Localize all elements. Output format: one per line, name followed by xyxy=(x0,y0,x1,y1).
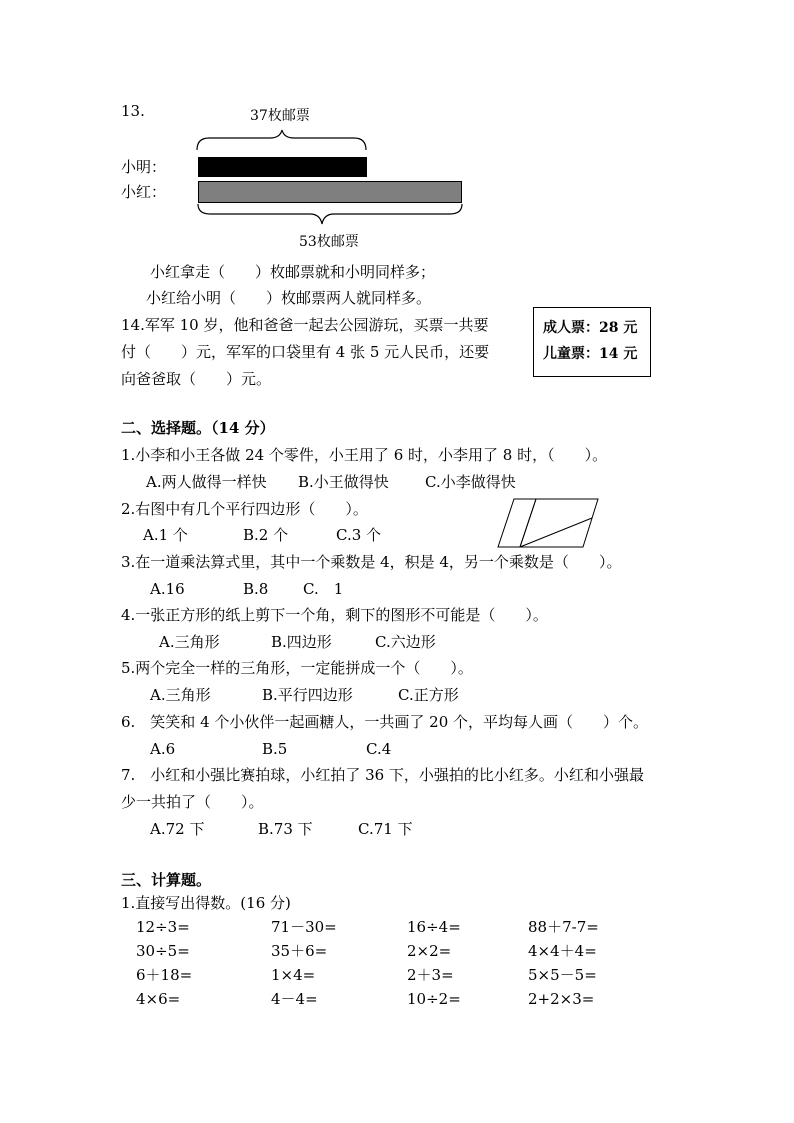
s2-q5-text: 5.两个完全一样的三角形，一定能拼成一个（ ）。 xyxy=(121,659,473,677)
s2-q5-option-a: A.三角形 xyxy=(150,686,211,704)
calc-3-2: 10÷2= xyxy=(407,990,461,1008)
xiaoming-label: 小明： xyxy=(121,158,167,176)
s2-q7-option-b: B.73 下 xyxy=(258,820,313,838)
calc-1-0: 30÷5= xyxy=(136,942,190,960)
section3-heading: 三、计算题。 xyxy=(121,871,212,889)
s2-q2-option-b: B.2 个 xyxy=(243,526,289,544)
section3-subheading: 1.直接写出得数。(16 分) xyxy=(121,894,291,912)
calc-2-3: 5×5－5= xyxy=(528,966,597,984)
s2-q7-text: 7. 小红和小强比赛拍球，小红拍了 36 下，小强拍的比小红多。小红和小强最 xyxy=(121,766,644,784)
calc-1-1: 35＋6= xyxy=(271,942,328,960)
calc-1-2: 2×2= xyxy=(407,942,452,960)
s2-q1-option-a: A.两人做得一样快 xyxy=(146,473,267,491)
s2-q3-text: 3.在一道乘法算式里，其中一个乘数是 4，积是 4，另一个乘数是（ ）。 xyxy=(121,553,622,571)
s2-q4-option-a: A.三角形 xyxy=(159,633,220,651)
s2-q6-option-b: B.5 xyxy=(262,740,288,758)
s2-q1-text: 1.小李和小王各做 24 个零件，小王用了 6 时，小李用了 8 时，（ ）。 xyxy=(121,446,608,464)
s2-q5-option-b: B.平行四边形 xyxy=(262,686,353,704)
s2-q4-text: 4.一张正方形的纸上剪下一个角，剩下的图形不可能是（ ）。 xyxy=(121,606,548,624)
s2-q3-option-b: B.8 xyxy=(243,580,269,598)
s2-q2-option-c: C.3 个 xyxy=(336,526,382,544)
s2-q4-option-b: B.四边形 xyxy=(271,633,332,651)
s2-q7-option-c: C.71 下 xyxy=(358,820,413,838)
calc-3-0: 4×6= xyxy=(136,990,181,1008)
s2-q6-option-a: A.6 xyxy=(150,740,176,758)
s2-q4-option-c: C.六边形 xyxy=(375,633,436,651)
s2-q7-option-a: A.72 下 xyxy=(150,820,205,838)
calc-3-3: 2+2×3= xyxy=(528,990,595,1008)
q14-line2: 付（ ）元，军军的口袋里有 4 张 5 元人民币，还要 xyxy=(121,343,490,361)
q13-line2: 小红给小明（ ）枚邮票两人就同样多。 xyxy=(146,289,432,307)
xiaohong-label: 小红： xyxy=(121,183,167,201)
q14-line3: 向爸爸取（ ）元。 xyxy=(121,370,272,388)
s2-q3-option-a: A.16 xyxy=(150,580,185,598)
bottom-brace-label: 53枚邮票 xyxy=(299,234,359,250)
s2-q1-option-c: C.小李做得快 xyxy=(425,473,516,491)
calc-0-3: 88＋7-7= xyxy=(528,918,599,936)
calc-1-3: 4×4＋4= xyxy=(528,942,597,960)
s2-q1-option-b: B.小王做得快 xyxy=(298,473,389,491)
calc-3-1: 4－4= xyxy=(271,990,318,1008)
calc-0-0: 12÷3= xyxy=(136,918,190,936)
calc-0-1: 71－30= xyxy=(271,918,337,936)
s2-q5-option-c: C.正方形 xyxy=(398,686,459,704)
calc-2-0: 6＋18= xyxy=(136,966,193,984)
q14-line1: 14.军军 10 岁，他和爸爸一起去公园游玩，买票一共要 xyxy=(121,316,489,334)
s2-q6-text: 6. 笑笑和 4 个小伙伴一起画糖人，一共画了 20 个，平均每人画（ ）个。 xyxy=(121,713,649,731)
s2-q2-text: 2.右图中有几个平行四边形（ ）。 xyxy=(121,500,368,518)
question-13-number: 13. xyxy=(121,102,145,120)
section2-heading: 二、选择题。（14 分） xyxy=(121,419,275,437)
child-ticket-price: 儿童票：14 元 xyxy=(543,346,638,362)
q13-line1: 小红拿走（ ）枚邮票就和小明同样多； xyxy=(150,263,436,281)
calc-2-1: 1×4= xyxy=(271,966,316,984)
s2-q2-option-a: A.1 个 xyxy=(143,526,188,544)
top-brace-label: 37枚邮票 xyxy=(250,108,310,124)
adult-ticket-price: 成人票：28 元 xyxy=(543,320,638,336)
s2-q7-text2: 少一共拍了（ ）。 xyxy=(121,793,264,811)
calc-2-2: 2＋3= xyxy=(407,966,454,984)
s2-q3-option-c: C. 1 xyxy=(303,580,344,598)
calc-0-2: 16÷4= xyxy=(407,918,461,936)
s2-q6-option-c: C.4 xyxy=(366,740,392,758)
